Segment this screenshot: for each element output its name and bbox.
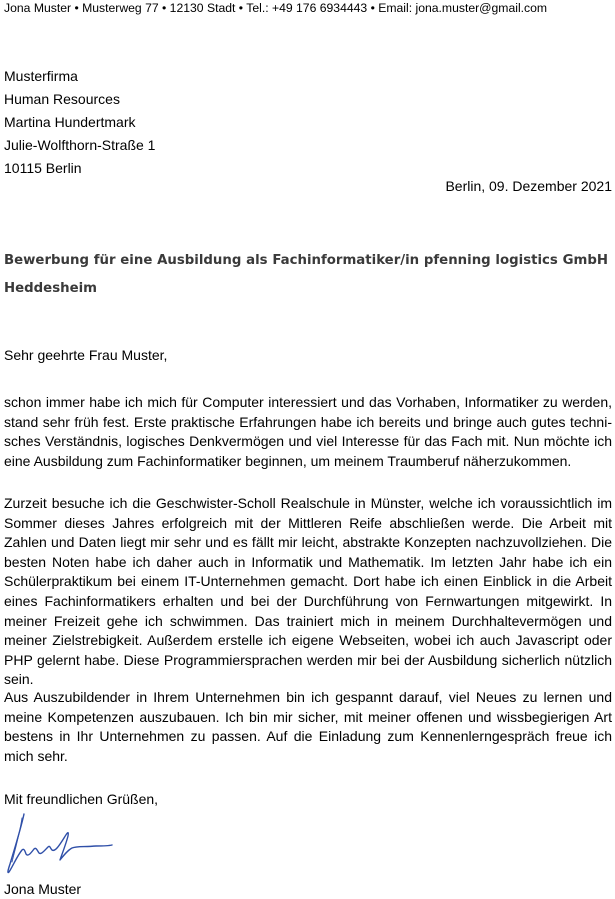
recipient-address: [4, 65, 155, 180]
salutation: Sehr geehrte Frau Muster,: [4, 347, 168, 363]
body-paragraph: schon immer habe ich mich für Computer interessiert und das Vorhaben, Informatiker zu werden, stand sehr früh fest. Erste praktische Erfahrungen habe ich bereits und bringe auch gutes technisches Verständnis, logisches Denkvermögen und viel Interesse für das Fach mit. Nun möchte ich eine Ausbildung zum Fachinformatiker beginnen, um meinem Traumberuf näherzukommen.: [4, 394, 612, 469]
recipient-street: Julie-Wolfthorn-Straße 1: [4, 137, 156, 153]
body-paragraph: Zurzeit besuche ich die Geschwister-Scholl Realschule in Münster, welche ich voraussichtlich im Sommer dieses Jahres erfolgreich mit der Mittleren Reife abschließen werde. Die Arbeit mit Zahlen und Daten liegt mir sehr und es fällt mir leicht, abstrakte Konzepten nachzuvollziehen. Die besten Noten habe ich daher auch in Informatik und Mathematik. Im letzten Jahr habe ich ein Schülerpraktikum bei einem IT-Unternehmen gemacht. Dort habe ich einen Einblick in die Arbeit eines Fachinformatikers erhalten und bei der Durchführung von Fernwartungen mitgewirkt. In meiner Freizeit gehe ich schwimmen. Das trainiert mich in meinem Durchhaltevermögen und meiner Zielstrebigkeit. Außerdem erstelle ich eigene Webseiten, wobei ich auch Javascript oder PHP gelernt habe. Diese Programmiersprachen werden mir bei der Ausbildung sicherlich nützlich sein.: [4, 495, 612, 688]
letter-subject: Bewerbung für eine Ausbildung als Fachinformatiker/in pfenning logistics GmbH Heddesheim: [4, 253, 608, 296]
letter-date: Berlin, 09. Dezember 2021: [445, 178, 612, 194]
recipient-city: 10115 Berlin: [4, 160, 82, 176]
recipient-contact: Martina Hundertmark: [4, 114, 136, 130]
sender-line: Jona Muster • Musterweg 77 • 12130 Stadt • Tel.: +49 176 6934443 • Email: jona.muster@gmail.com: [4, 1, 548, 15]
body-paragraph: Aus Auszubildender in Ihrem Unternehmen bin ich gespannt darauf, viel Neues zu lernen und meine Kompetenzen auszubauen. Ich bin mir sicher, mit meiner offenen und wissbegierigen Art bestens in Ihr Unternehmen zu passen. Auf die Einladung zum Kennenlerngespräch freue ich mich sehr.: [4, 689, 612, 764]
recipient-company: Musterfirma: [4, 68, 78, 84]
closing: Mit freundlichen Grüßen,: [4, 791, 159, 807]
handwritten-signature: [4, 808, 116, 878]
signature-name: Jona Muster: [4, 881, 82, 897]
recipient-department: Human Resources: [4, 91, 120, 107]
